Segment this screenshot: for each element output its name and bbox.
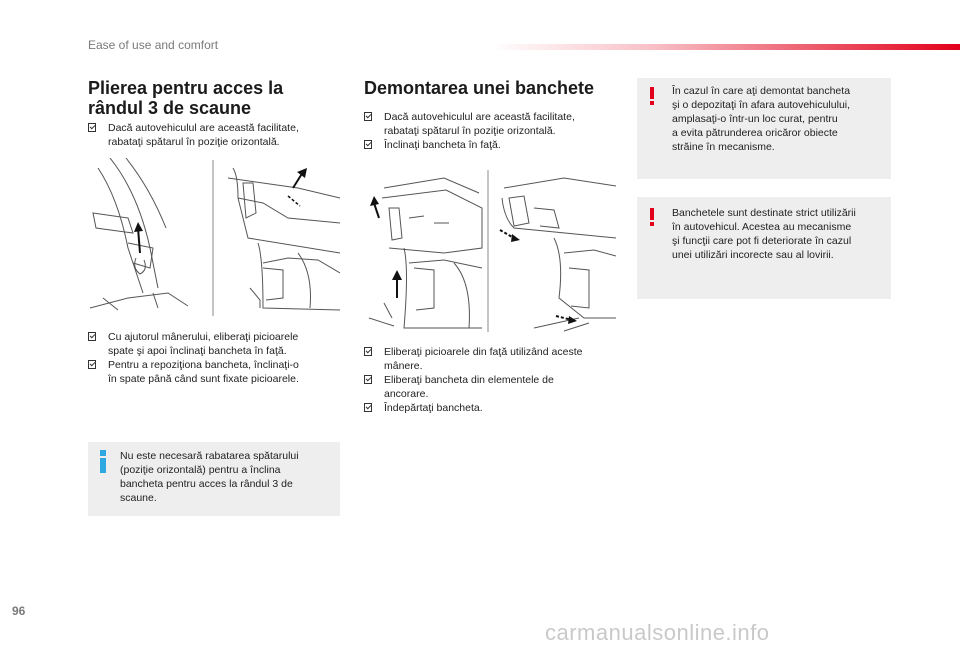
left-steps-top — [88, 121, 343, 149]
checkbox-icon — [364, 140, 372, 149]
page-heading: Demontarea unei banchete — [364, 78, 595, 98]
checkbox-icon — [88, 123, 96, 132]
heading-line: Plierea pentru acces la — [88, 78, 284, 98]
left-steps-bottom — [88, 330, 343, 386]
exclamation-icon — [650, 208, 654, 226]
warning-note-usage — [637, 197, 891, 299]
list-item: Înclinaţi bancheta în faţă. — [364, 138, 626, 152]
list-item: Eliberaţi picioarele din faţă utilizând aceste mânere. — [364, 345, 626, 373]
info-note-text: Nu este necesară rabatarea spătarului (poziţie orizontală) pentru a înclina bancheta pentru acces la rândul 3 de scaune. — [120, 450, 299, 504]
warning-note-storage — [637, 78, 891, 179]
checkbox-icon — [88, 360, 96, 369]
checkbox-icon — [364, 403, 372, 412]
page-number: 96 — [12, 604, 26, 618]
header-accent-bar — [490, 44, 960, 50]
warning-note-text: În cazul în care aţi demontat bancheta şi o depozitaţi în afara autovehiculului, amplasaţi-o într-un loc curat, pentru a evita pătrunderea oricăror obiecte străine în mecanisme. — [672, 85, 851, 153]
info-icon — [100, 450, 106, 473]
list-item: Cu ajutorul mânerului, eliberaţi picioarele spate şi apoi înclinaţi bancheta în faţă. — [88, 330, 343, 358]
list-item: Eliberaţi bancheta din elementele de ancorare. — [364, 373, 626, 401]
middle-steps-bottom — [364, 345, 626, 415]
checkbox-icon — [364, 347, 372, 356]
list-item: Pentru a repoziţiona bancheta, înclinaţi-o în spate până când sunt fixate picioarele. — [88, 358, 343, 386]
illustration-fold-seat — [88, 158, 340, 318]
list-item: Dacă autovehiculul are această facilitate, rabataţi spătarul în poziţie orizontală. — [364, 110, 626, 138]
left-heading — [88, 78, 343, 118]
middle-steps-top — [364, 110, 626, 152]
list-item: Dacă autovehiculul are această facilitate, rabataţi spătarul în poziţie orizontală. — [88, 121, 343, 149]
warning-note-text: Banchetele sunt destinate strict utilizării în autovehicul. Acestea au mecanisme şi funcţii care pot fi deteriorate în cazul unei utilizări incorecte sau al lovirii. — [672, 207, 856, 261]
checkbox-icon — [364, 112, 372, 121]
exclamation-icon — [650, 87, 654, 105]
list-item: Îndepărtaţi bancheta. — [364, 401, 626, 415]
middle-heading — [364, 78, 624, 98]
section-title: Ease of use and comfort — [88, 38, 219, 52]
heading-line: rândul 3 de scaune — [88, 98, 252, 118]
checkbox-icon — [364, 375, 372, 384]
watermark: carmanualsonline.info — [545, 620, 770, 645]
illustration-remove-seat — [364, 168, 616, 336]
checkbox-icon — [88, 332, 96, 341]
info-note — [88, 442, 340, 516]
